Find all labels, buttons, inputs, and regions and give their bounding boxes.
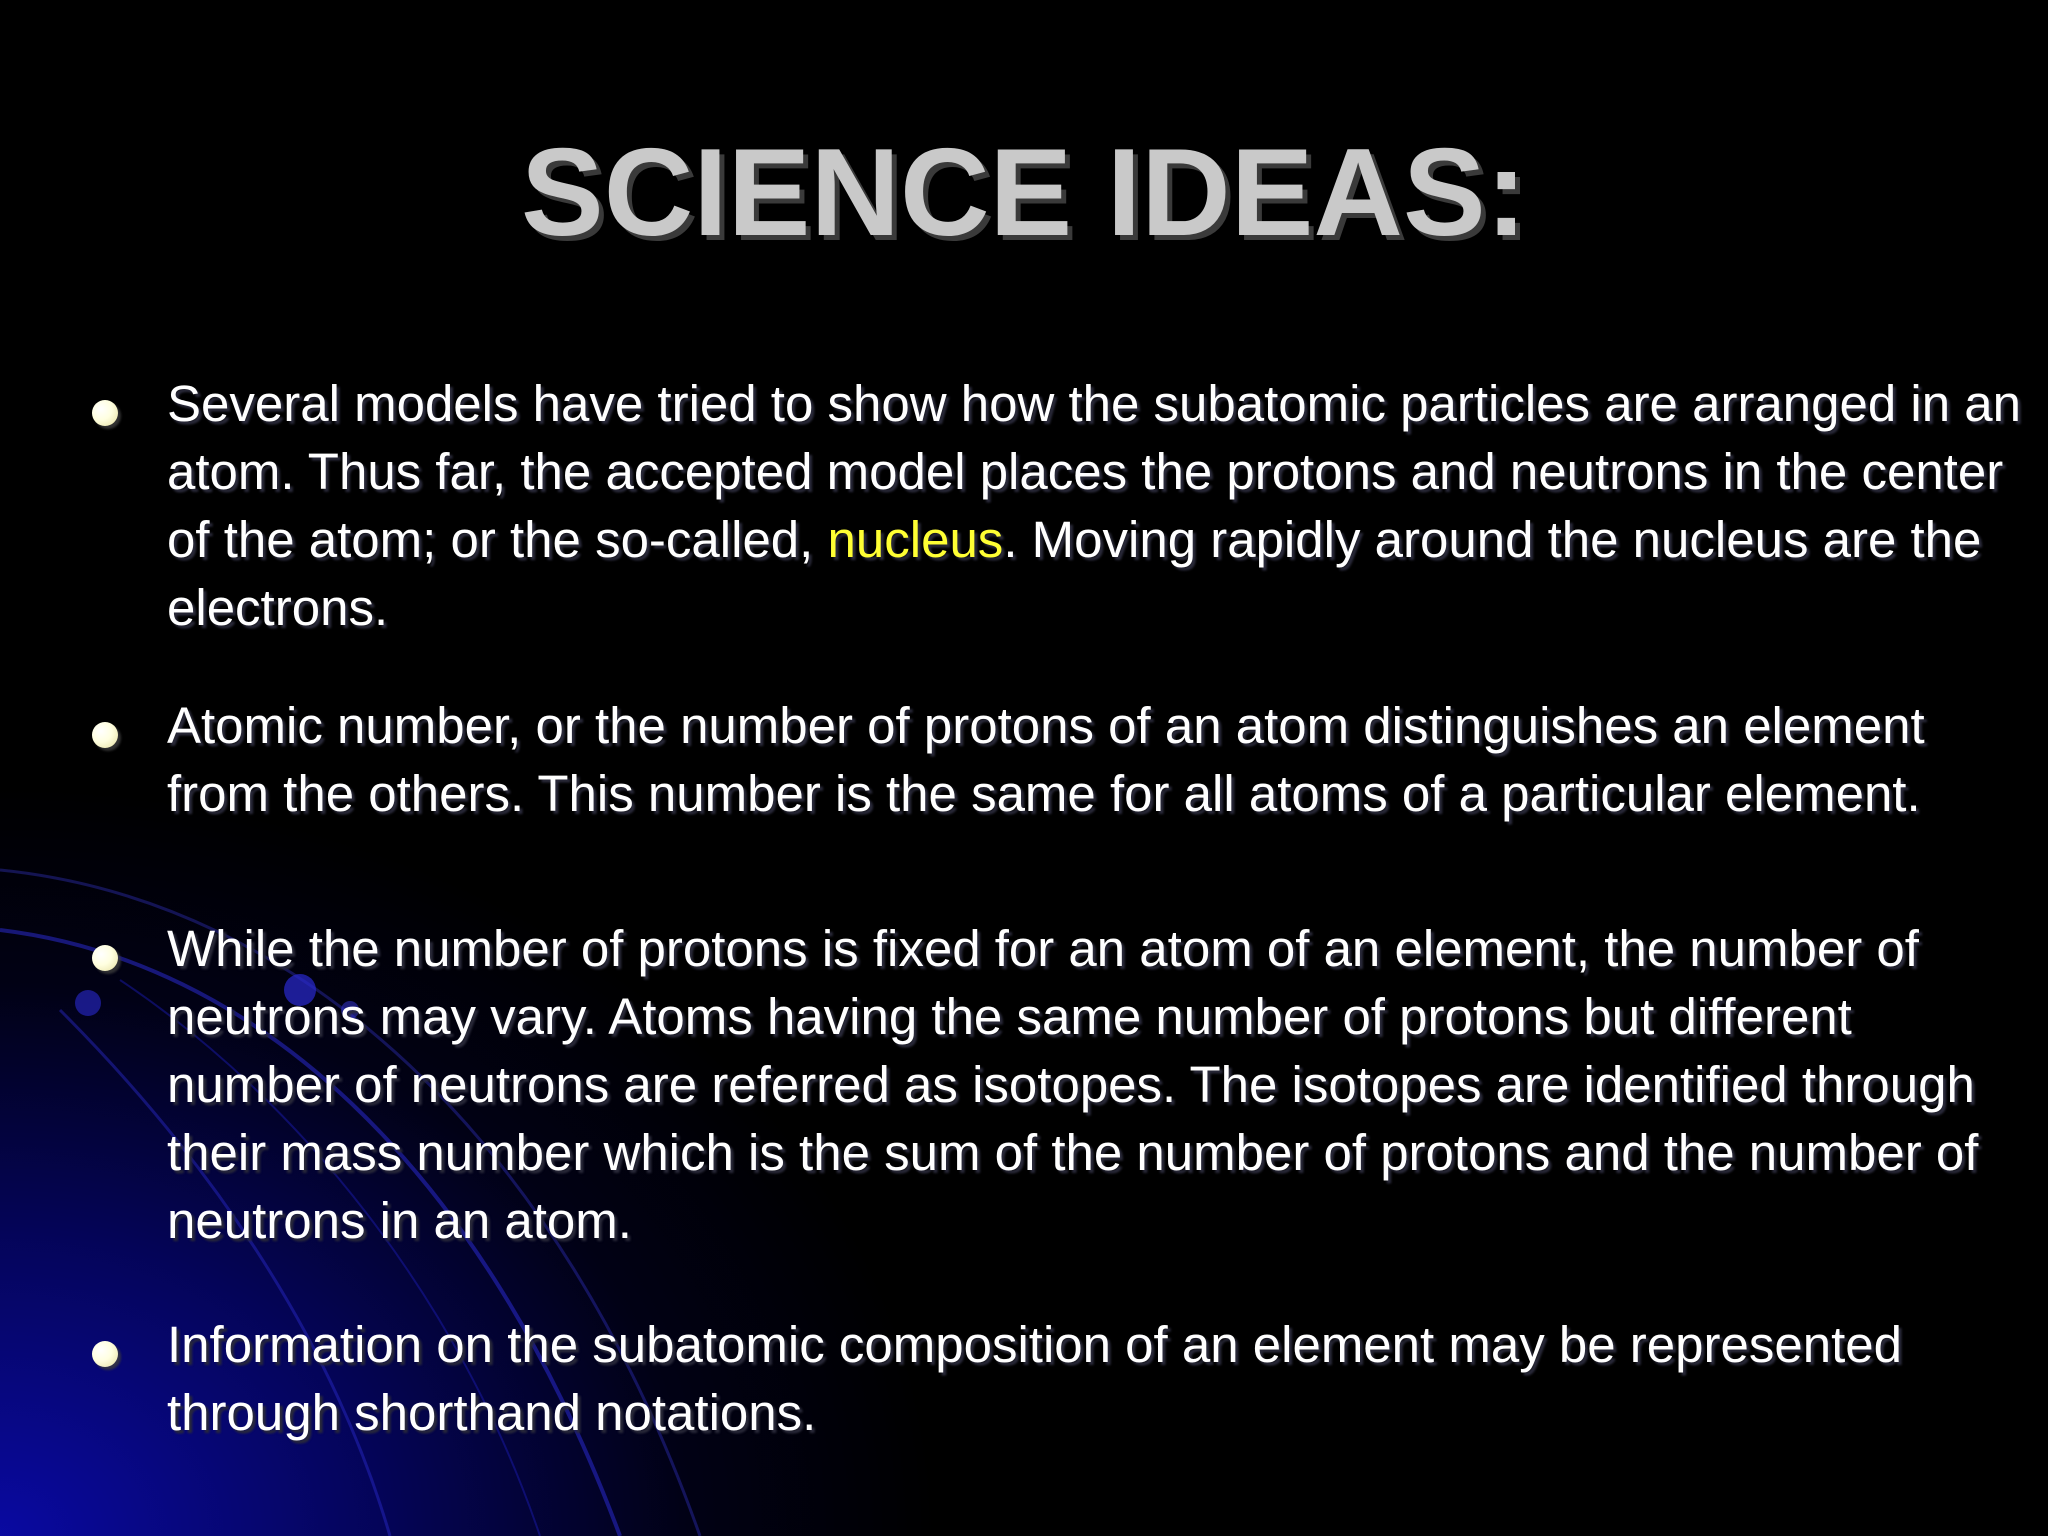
bullet-text-segment: . Moving rapidly around the nucleus are the electrons. bbox=[167, 511, 1982, 636]
highlighted-term: nucleus bbox=[827, 511, 1004, 568]
slide-title: SCIENCE IDEAS: bbox=[521, 124, 1527, 262]
bullet-icon bbox=[92, 945, 118, 971]
bullet-icon bbox=[92, 1341, 118, 1367]
bullet-text-segment: Several models have tried to show how the subatomic particles are arranged in an atom. Thus far, the accepted model places the protons and neutrons in the center of the atom; or the so-called, bbox=[167, 375, 2022, 568]
bullet-icon bbox=[92, 722, 118, 748]
bullet-text: Information on the subatomic composition of an element may be represented through shorthand notations. bbox=[167, 1316, 1902, 1441]
bullet-icon bbox=[92, 400, 118, 426]
orbit-dot-icon bbox=[75, 990, 101, 1016]
bullet-text: Atomic number, or the number of protons of an atom distinguishes an element from the others. This number is the same for all atoms of a particular element. bbox=[167, 697, 1925, 822]
bullet-text bbox=[167, 370, 2027, 642]
bullet-text: While the number of protons is fixed for an atom of an element, the number of neutrons may vary. Atoms having the same number of protons but different number of neutrons are referred as isotopes. The isotopes are identified through their mass number which is the sum of the number of protons and the number of neutrons in an atom. bbox=[167, 920, 1979, 1249]
